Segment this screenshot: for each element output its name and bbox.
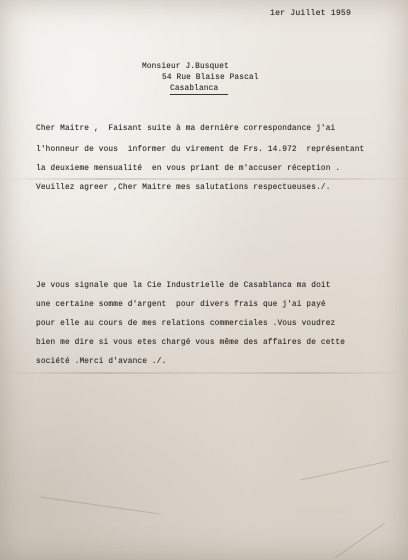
city-underline	[170, 94, 228, 95]
paper-fold	[0, 372, 408, 374]
paragraph2-line: société .Merci d'avance ./.	[36, 358, 167, 366]
paragraph2-line: une certaine somme d'argent pour divers frais que j'ai payé	[36, 301, 326, 309]
recipient-street: 54 Rue Blaise Pascal	[162, 74, 259, 82]
paragraph2-line: pour elle au cours de mes relations commerciales .Vous voudrez	[36, 320, 336, 328]
paper-crease	[41, 497, 160, 515]
paragraph1-line: Veuillez agreer ,Cher Maitre mes salutations respectueuses./.	[36, 184, 331, 192]
recipient-name: Monsieur J.Busquet	[142, 63, 229, 71]
paragraph1-line: l'honneur de vous informer du virement de Frs. 14.972 représentant	[36, 146, 365, 154]
paragraph1-line: la deuxieme mensualité en vous priant de m'accuser réception .	[36, 165, 341, 173]
paragraph1-line: Cher Maitre , Faisant suite à ma dernière correspondance j'ai	[36, 125, 336, 133]
letter-date: 1er Juillet 1959	[270, 9, 352, 18]
paper-crease	[335, 523, 385, 558]
recipient-city: Casablanca	[170, 85, 219, 93]
paragraph2-line: Je vous signale que la Cie Industrielle de Casablanca ma doit	[36, 282, 331, 290]
paper-crease	[301, 461, 389, 481]
paper-fold	[0, 178, 408, 180]
paragraph2-line: bien me dire si vous etes chargé vous même des affaires de cette	[36, 339, 346, 347]
